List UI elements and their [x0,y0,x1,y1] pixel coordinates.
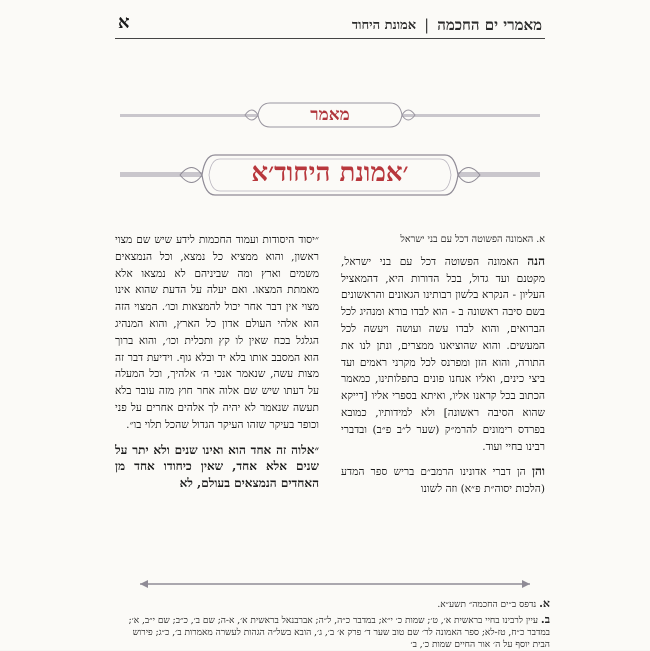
small-ornament [120,100,540,130]
right-paragraph-2 [341,463,545,498]
section-type-label: מאמר [310,105,350,125]
footnote-a-text: נדפס ב״ים החכמה״ תשע״א. [437,600,537,610]
right-paragraph-1-text: האמונה הפשוטה דכל עם בני ישראל, מקטנם ועד גדול, בכל הדורות היא, דהמאציל העליון - הנקרא בלשון רבותינו הגאונים והראשונים בשם סיבה ראשונה ב - הוא לבדו בורא ומנהיג לכל הברואים, והוא לבדו עשה ועושה ויעשה לכל המעשים. והוא שהוציאנו ממצרים, ונתן לנו את התורה, והוא הזן ומפרנס לכל מקרני ראמים ועד ביצי כינים, ואליו אנחנו פונים בתפלותינו, כמאמר הכתוב בכל קראנו אליו, ואיתא בספרי אליו [דייקא שהוא הסיבה ראשונה] ולא למידותיו, כמובא בפרדס רימונים להרמ״ק (שער ל״ב פ״ב) ובדברי רבינו בחיי ועוד. [341,255,545,453]
right-paragraph-1 [341,253,545,456]
footnote-b-text: עיין לרבינו בחיי בראשית א׳, ט׳; שמות כ׳ י״א; במדבר כ״ה, ל״ה; אברבנאל בראשית א׳, א-ה; שם ב׳, כ״ב; שם י״ב, א׳; במדבר כ״ח, טז-לא; ספר האמונה לר׳ שם טוב שער ד׳ פרק א׳ ב׳, ג׳, הובא בשל״ה הגהות לעשרה מאמרות ב׳, כ״ג; פירוש הבית יוסף על ה׳ אור החיים שמות כ׳, ב׳ [128,616,550,650]
section-title: אמונת היחוד [351,18,417,33]
left-column [115,232,319,564]
footnote-b [115,614,550,651]
body-columns [115,232,545,564]
lead-word: הנה [527,253,545,268]
footnote-divider [140,576,530,590]
article-title: ׳אמונת היחוד׳א [251,158,409,188]
left-paragraph-1: ״יסוד היסודות ועמוד החכמות לידע שיש שם מצוי ראשון, והוא ממציא כל נמצא, וכל הנמצאים משמים וארץ ומה שביניהם לא נמצאו אלא מאמתת המצאו. ואם יעלה על הדעת שהוא אינו מצוי אין דבר אחר יכול להמצאות וכו׳. המצוי הזה הוא אלהי העולם אדון כל הארץ, והוא המנהיג הגלגל בכח שאין לו קץ ותכלית וכו׳, והוא ברוך הוא המסבב אותו בלא יד ובלא גוף. וידיעת דבר זה מצות עשה, שנאמר אנכי ה׳ אלהיך, וכל המעלה על דעתו שיש שם אלוה אחר חוץ מזה עובר בלא תעשה שנאמר לא יהיה לך אלהים אחרים על פני וכופר בעיקר שזהו העיקר הגדול שהכל תלוי בו״. [115,234,319,431]
left-paragraph-2: ״אלוה זה אחד הוא ואינו שנים ולא יתר על שנים אלא אחד, שאין כיחודו אחד מן האחדים הנמצאים בעולם, לא [115,442,319,491]
footnote-a [115,598,550,611]
book-title: מאמרי ים החכמה [437,15,542,34]
right-column [341,232,545,564]
header-separator: | [424,16,430,34]
running-header [120,14,542,36]
header-rule [115,38,545,39]
paragraph-subheading: א. האמונה הפשוטה דכל עם בני ישראל [400,234,545,245]
footnote-a-marker: א. [539,597,550,610]
divider-ornament-icon [140,577,530,591]
lead-word-2: והן [531,464,545,479]
right-paragraph-2-text: הן דברי אדונינו הרמב״ם בריש ספר המדע (הלכות יסוה״ת פ״א) וזה לשונו [341,466,545,496]
page-folio: א [118,12,130,33]
footnote-b-marker: ב. [540,613,550,626]
large-ornament [120,150,540,200]
